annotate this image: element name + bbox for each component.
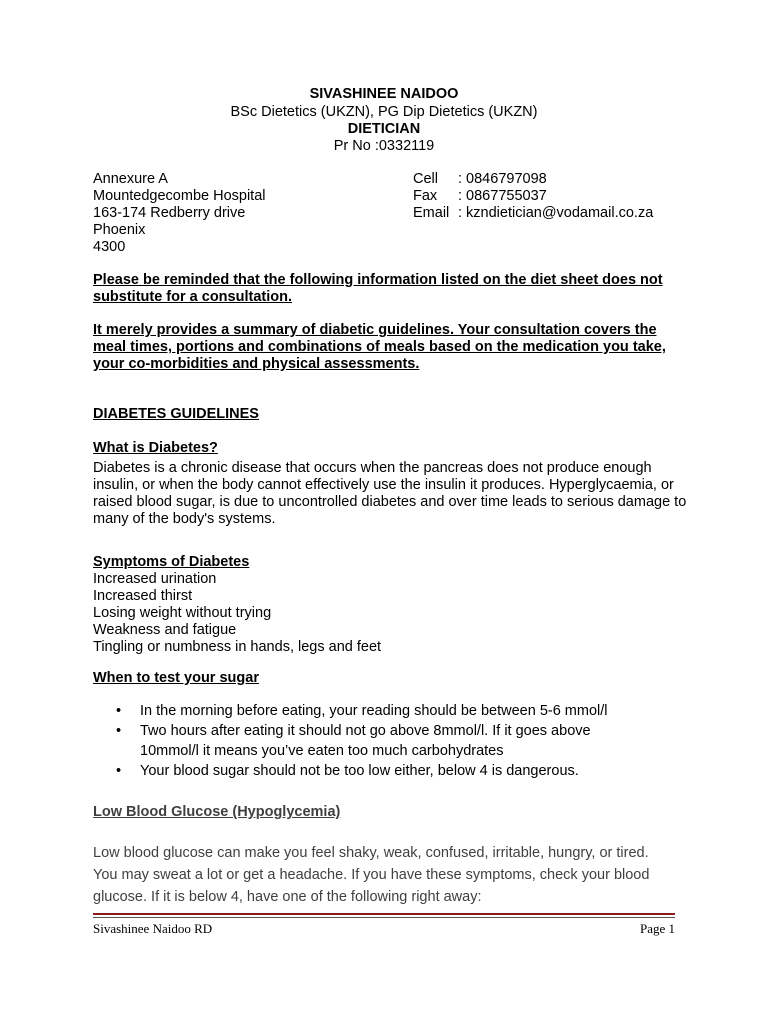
footer-author: Sivashinee Naidoo RD (93, 921, 213, 936)
test-sugar-heading: When to test your sugar (93, 670, 259, 686)
symptom-item: Increased thirst (93, 588, 193, 604)
bullet-icon: • (116, 723, 122, 739)
test-bullet-item: Your blood sugar should not be too low either, below 4 is dangerous. (140, 763, 579, 779)
address-line: 163-174 Redberry drive (93, 205, 246, 221)
hypoglycemia-text: Low blood glucose can make you feel shaky, weak, confused, irritable, hungry, or tired. You may sweat a lot or get a headache. If you have these symptoms, check your blood glucose. If it is below 4, have one of the following right away: (93, 845, 650, 905)
symptom-item: Tingling or numbness in hands, legs and feet (93, 639, 382, 655)
footer-divider (93, 913, 675, 915)
test-bullet-item: In the morning before eating, your reading should be between 5-6 mmol/l (140, 703, 608, 719)
address-line: 4300 (93, 239, 126, 255)
symptom-item: Losing weight without trying (93, 605, 272, 621)
hypoglycemia-heading: Low Blood Glucose (Hypoglycemia) (93, 804, 341, 820)
address-line: Phoenix (93, 222, 146, 238)
fax-value: : 0867755037 (458, 188, 547, 204)
symptom-item: Weakness and fatigue (93, 622, 237, 638)
address-line: Annexure A (93, 171, 168, 187)
cell-label: Cell (413, 171, 438, 187)
author-title: DIETICIAN (347, 121, 421, 137)
test-bullet-item: Two hours after eating it should not go above 8mmol/l. If it goes above 10mmol/l it means you’ve eaten too much carbohydrates (140, 723, 591, 759)
author-name: SIVASHINEE NAIDOO (309, 86, 459, 102)
fax-label: Fax (413, 188, 438, 204)
summary-notice: It merely provides a summary of diabetic guidelines. Your consultation covers the meal times, portions and combinations of meals based on the medication you take, your co-morbidities and physical assessments. (93, 322, 666, 372)
bullet-icon: • (116, 703, 122, 719)
page-number: Page 1 (639, 921, 675, 936)
practice-number: Pr No :0332119 (333, 138, 435, 154)
address-line: Mountedgecombe Hospital (93, 188, 266, 204)
footer-divider-thin (93, 917, 675, 918)
email-label: Email (413, 205, 450, 221)
symptom-item: Increased urination (93, 571, 217, 587)
what-is-diabetes-heading: What is Diabetes? (93, 440, 218, 456)
bullet-icon: • (116, 763, 122, 779)
author-qualifications: BSc Dietetics (UKZN), PG Dip Dietetics (UKZN) (230, 104, 538, 120)
guidelines-heading: DIABETES GUIDELINES (93, 406, 259, 422)
consultation-notice: Please be reminded that the following information listed on the diet sheet does not substitute for a consultation. (93, 272, 663, 305)
cell-value: : 0846797098 (458, 171, 547, 187)
what-is-diabetes-text: Diabetes is a chronic disease that occurs when the pancreas does not produce enough insulin, or when the body cannot effectively use the insulin it produces. Hyperglycaemia, or raised blood sugar, is due to uncontrolled diabetes and over time leads to serious damage to many of the body's systems. (93, 460, 687, 527)
email-value: : kzndietician@vodamail.co.za (458, 205, 654, 221)
symptoms-heading: Symptoms of Diabetes (93, 554, 250, 570)
